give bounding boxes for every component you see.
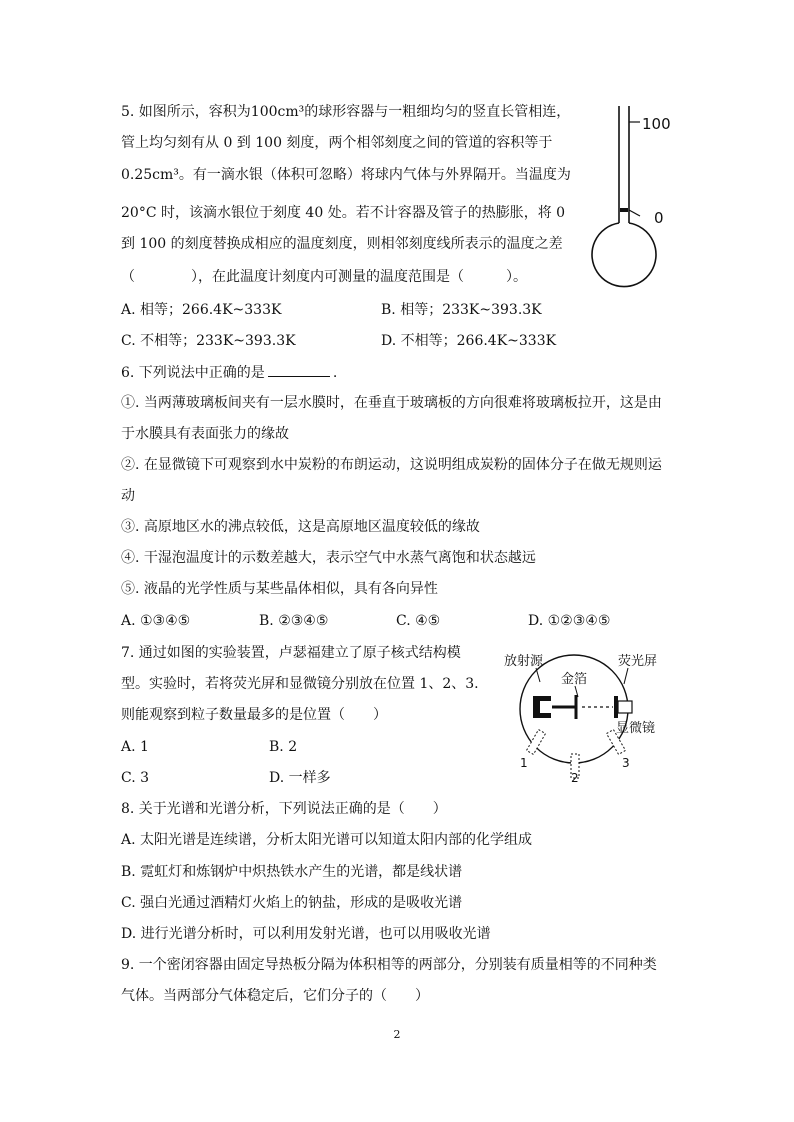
scale-label-0: 0 [654, 209, 664, 227]
q5-line-1: 5. 如图所示，容积为100cm³的球形容器与一粗细均匀的竖直长管相连， [121, 104, 571, 120]
screen-label: 荧光屏 [618, 654, 658, 669]
q7-option-d: D. 一样多 [269, 770, 331, 786]
q6-item-4: ④. 干湿泡温度计的示数差越大，表示空气中水蒸气离饱和状态越远 [121, 550, 536, 566]
q7-line-1: 7. 通过如图的实验装置，卢瑟福建立了原子核式结构模 [121, 645, 461, 661]
q9-line-1: 9. 一个密闭容器由固定导热板分隔为体积相等的两部分，分别装有质量相等的不同种类 [121, 957, 657, 973]
detector-position-1 [527, 730, 546, 755]
q7-rutherford-apparatus-figure [500, 646, 690, 784]
q6-item-1-cont: 于水膜具有表面张力的缘故 [121, 426, 289, 442]
q6-stem-text: 6. 下列说法中正确的是 [121, 365, 265, 381]
q6-item-1: ①. 当两薄玻璃板间夹有一层水膜时，在垂直于玻璃板的方向很难将玻璃板拉开，这是由 [121, 395, 662, 411]
microscope-tube [618, 701, 632, 713]
source-label: 放射源 [504, 654, 544, 669]
q8-option-b: B. 霓虹灯和炼钢炉中炽热铁水产生的光谱，都是线状谱 [121, 864, 463, 880]
q6-option-d: D. ①②③④⑤ [528, 613, 611, 629]
q7-line-2: 型。实验时，若将荧光屏和显微镜分别放在位置 1、2、3. [121, 676, 479, 692]
q7-option-c: C. 3 [121, 770, 150, 786]
q6-stem [121, 362, 337, 383]
page-number: 2 [393, 1028, 401, 1041]
q7-line-3: 则能观察到粒子数量最多的是位置（ ） [121, 707, 387, 723]
q5-line-3: 0.25cm³。有一滴水银（体积可忽略）将球内气体与外界隔开。当温度为 [121, 167, 571, 183]
radioactive-source-slot [540, 701, 551, 713]
q6-item-5: ⑤. 液晶的光学性质与某些晶体相似，具有各向异性 [121, 581, 438, 597]
spherical-container [592, 223, 656, 287]
screen-pointer [624, 668, 628, 684]
scale-label-100: 100 [642, 115, 671, 133]
q6-option-b: B. ②③④⑤ [259, 613, 329, 629]
position-label-1: 1 [520, 756, 528, 770]
q5-option-b: B. 相等；233K~393.3K [381, 302, 542, 318]
q6-item-2-cont: 动 [121, 488, 135, 504]
q6-item-3: ③. 高原地区水的沸点较低，这是高原地区温度较低的缘故 [121, 519, 480, 535]
q5-bulb-tube-figure [596, 104, 686, 276]
position-label-2: 2 [571, 771, 579, 785]
foil-label: 金箔 [561, 672, 588, 687]
q6-option-a: A. ①③④⑤ [121, 613, 191, 629]
q6-option-c: C. ④⑤ [396, 613, 441, 629]
q8-option-d: D. 进行光谱分析时，可以利用发射光谱，也可以用吸收光谱 [121, 926, 491, 942]
q7-option-b: B. 2 [269, 739, 298, 755]
q5-option-d: D. 不相等；266.4K~333K [381, 333, 557, 349]
q9-line-2: 气体。当两部分气体稳定后，它们分子的（ ） [121, 988, 429, 1004]
q5-line-4: 20°C 时，该滴水银位于刻度 40 处。若不计容器及管子的热膨胀，将 0 [121, 205, 566, 221]
q5-line-6: （ ），在此温度计刻度内可测量的温度范围是（ ）。 [121, 269, 527, 285]
q5-line-2: 管上均匀刻有从 0 到 100 刻度，两个相邻刻度之间的管道的容积等于 [121, 135, 553, 151]
position-label-3: 3 [622, 756, 630, 770]
q6-stem-end: . [332, 365, 338, 381]
microscope-label: 显微镜 [616, 721, 656, 736]
mercury-drop [620, 208, 628, 212]
q5-option-c: C. 不相等；233K~393.3K [121, 333, 296, 349]
q5-option-a: A. 相等；266.4K~333K [121, 302, 282, 318]
q6-answer-blank [268, 362, 330, 377]
q8-stem: 8. 关于光谱和光谱分析，下列说法正确的是（ ） [121, 801, 447, 817]
q8-option-a: A. 太阳光谱是连续谱，分析太阳光谱可以知道太阳内部的化学组成 [121, 832, 533, 848]
scale-mark-0 [629, 210, 640, 216]
q7-option-a: A. 1 [121, 739, 149, 755]
q8-option-c: C. 强白光通过酒精灯火焰上的钠盐，形成的是吸收光谱 [121, 895, 463, 911]
q6-item-2: ②. 在显微镜下可观察到水中炭粉的布朗运动，这说明组成炭粉的固体分子在做无规则运 [121, 457, 662, 473]
q5-line-5: 到 100 的刻度替换成相应的温度刻度，则相邻刻度线所表示的温度之差 [121, 236, 563, 252]
